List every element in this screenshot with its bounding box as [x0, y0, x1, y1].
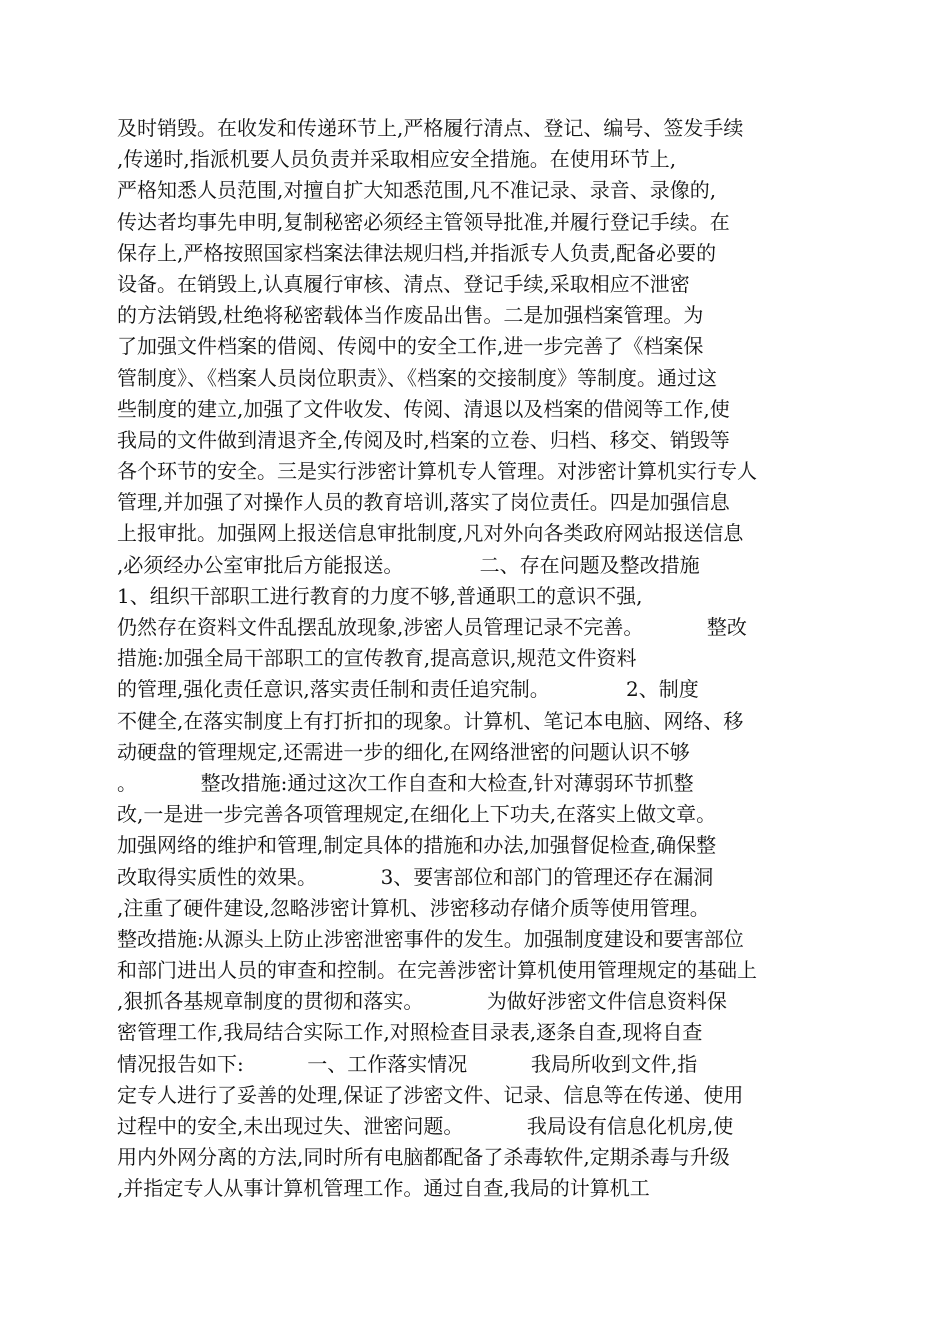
text-line: 和部门进出人员的审查和控制。在完善涉密计算机使用管理规定的基础上 — [117, 958, 757, 983]
text-line: 用内外网分离的方法,同时所有电脑都配备了杀毒软件,定期杀毒与升级 — [117, 1145, 730, 1170]
text-line: ,并指定专人从事计算机管理工作。通过自查,我局的计算机工 — [117, 1176, 650, 1201]
text-line: 情况报告如下: 一、工作落实情况 我局所收到文件,指 — [117, 1051, 698, 1076]
text-line: 的方法销毁,杜绝将秘密载体当作废品出售。二是加强档案管理。为 — [117, 303, 704, 328]
text-line: 。 整改措施:通过这次工作自查和大检查,针对薄弱环节抓整 — [117, 770, 694, 795]
text-line: 加强网络的维护和管理,制定具体的措施和办法,加强督促检查,确保整 — [117, 833, 717, 858]
text-line: 的管理,强化责任意识,落实责任制和责任追究制。 2、制度 — [117, 677, 699, 702]
text-line: ,注重了硬件建设,忽略涉密计算机、涉密移动存储介质等使用管理。 — [117, 895, 710, 920]
text-line: 动硬盘的管理规定,还需进一步的细化,在网络泄密的问题认识不够 — [117, 739, 690, 764]
text-line: 管理,并加强了对操作人员的教育培训,落实了岗位责任。四是加强信息 — [117, 490, 730, 515]
text-line: ,传递时,指派机要人员负责并采取相应安全措施。在使用环节上, — [117, 147, 677, 172]
text-line: 密管理工作,我局结合实际工作,对照检查目录表,逐条自查,现将自查 — [117, 1020, 703, 1045]
text-line: 定专人进行了妥善的处理,保证了涉密文件、记录、信息等在传递、使用 — [117, 1082, 744, 1107]
text-line: 了加强文件档案的借阅、传阅中的安全工作,进一步完善了《档案保 — [117, 334, 704, 359]
text-line: 改取得实质性的效果。 3、要害部位和部门的管理还存在漏洞 — [117, 864, 714, 889]
text-line: 整改措施:从源头上防止涉密泄密事件的发生。加强制度建设和要害部位 — [117, 926, 744, 951]
text-line: 上报审批。加强网上报送信息审批制度,凡对外向各类政府网站报送信息 — [117, 521, 744, 546]
text-line: 管制度》、《档案人员岗位职责》、《档案的交接制度》等制度。通过这 — [117, 365, 717, 390]
text-line: 过程中的安全,未出现过失、泄密问题。 我局设有信息化机房,使 — [117, 1114, 734, 1138]
text-line: 我局的文件做到清退齐全,传阅及时,档案的立卷、归档、移交、销毁等 — [117, 427, 730, 452]
text-line: 设备。在销毁上,认真履行审核、清点、登记手续,采取相应不泄密 — [117, 271, 690, 296]
text-line: 仍然存在资料文件乱摆乱放现象,涉密人员管理记录不完善。 整改 — [117, 615, 747, 639]
text-line: 不健全,在落实制度上有打折扣的现象。计算机、笔记本电脑、网络、移 — [117, 708, 744, 733]
text-line: 严格知悉人员范围,对擅自扩大知悉范围,凡不准记录、录音、录像的, — [117, 178, 717, 203]
text-line: 传达者均事先申明,复制秘密必须经主管领导批准,并履行登记手续。在 — [117, 209, 730, 234]
text-line: 保存上,严格按照国家档案法律法规归档,并指派专人负责,配备必要的 — [117, 240, 717, 265]
text-line: 1、组织干部职工进行教育的力度不够,普通职工的意识不强, — [117, 583, 643, 608]
text-line: 些制度的建立,加强了文件收发、传阅、清退以及档案的借阅等工作,使 — [117, 396, 730, 421]
text-line: ,狠抓各基规章制度的贯彻和落实。 为做好涉密文件信息资料保 — [117, 989, 727, 1014]
document-body — [117, 113, 847, 1205]
text-line: 各个环节的安全。三是实行涉密计算机专人管理。对涉密计算机实行专人 — [117, 459, 757, 484]
text-line: 改,一是进一步完善各项管理规定,在细化上下功夫,在落实上做文章。 — [117, 802, 717, 827]
text-line: 及时销毁。在收发和传递环节上,严格履行清点、登记、编号、签发手续 — [117, 116, 744, 140]
text-line: ,必须经办公室审批后方能报送。 二、存在问题及整改措施 — [117, 552, 700, 577]
text-line: 措施:加强全局干部职工的宣传教育,提高意识,规范文件资料 — [117, 646, 637, 671]
